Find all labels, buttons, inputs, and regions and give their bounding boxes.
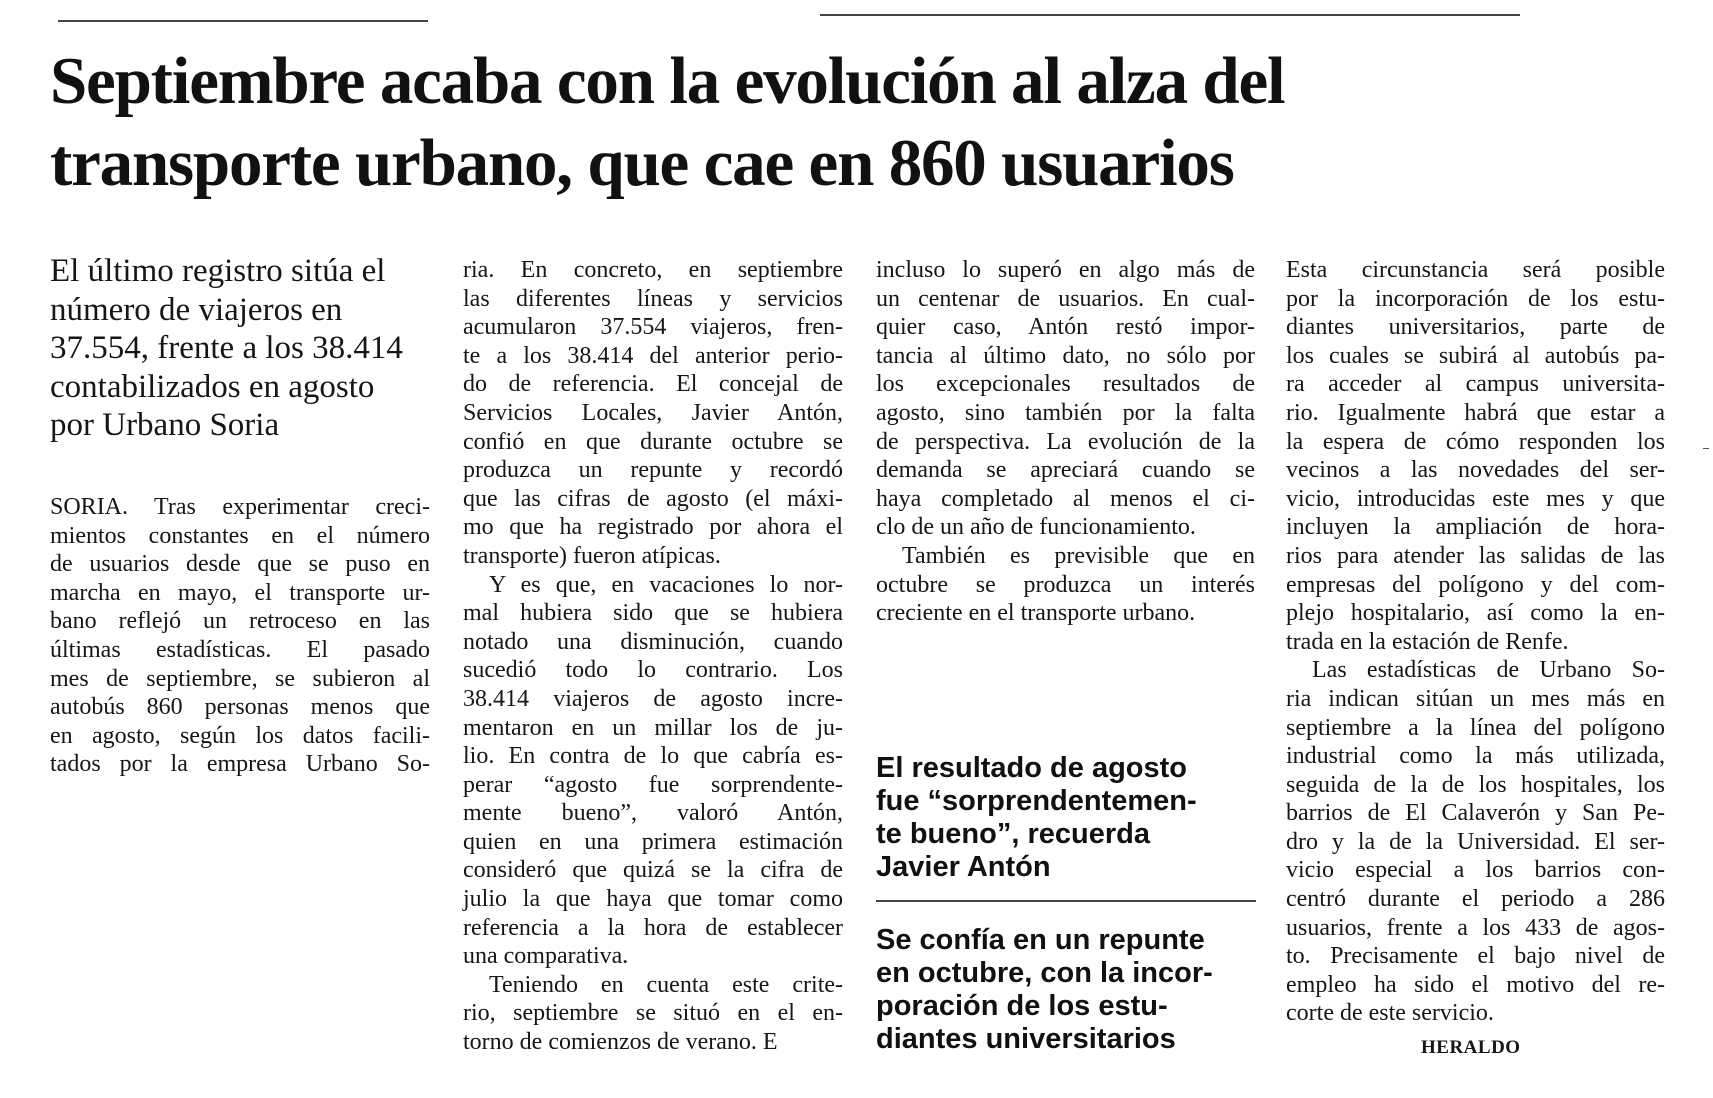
body-text-line: usuarios, frente a los 433 de agos- xyxy=(1286,914,1665,941)
pull-quote-line: te bueno”, recuerda xyxy=(876,818,1150,850)
body-text-line: rios para atender las salidas de las xyxy=(1286,542,1665,569)
body-text-line: clo de un año de funcionamiento. xyxy=(876,514,1196,541)
body-text-line: la espera de cómo responden los xyxy=(1286,428,1665,455)
body-text-line: incluyen la ampliación de hora- xyxy=(1286,514,1665,541)
body-text-line: produzca un repunte y recordó xyxy=(463,457,843,484)
body-text-line: por la incorporación de los estu- xyxy=(1286,285,1665,312)
body-text-line: mo que ha registrado por ahora el xyxy=(463,514,843,541)
pull-quote-line: en octubre, con la incor- xyxy=(876,957,1213,989)
body-text-line: un centenar de usuarios. En cual- xyxy=(876,285,1255,312)
body-text-line: mal hubiera sido que se hubiera xyxy=(463,600,843,627)
body-text-line: ra acceder al campus universita- xyxy=(1286,371,1665,398)
pull-quote-2 xyxy=(876,924,1260,1056)
body-text-line: vecinos a las novedades del ser- xyxy=(1286,457,1665,484)
body-text-line: acumularon 37.554 viajeros, fren- xyxy=(463,314,843,341)
body-text-line: octubre se produzca un interés xyxy=(876,571,1255,598)
body-text-line: bano reflejó un retroceso en las xyxy=(50,608,430,635)
body-text-line: consideró que quizá se la cifra de xyxy=(463,857,843,884)
body-column-3 xyxy=(876,256,1255,628)
body-text-line: barrios de El Calaverón y San Pe- xyxy=(1286,800,1665,827)
top-rule-right xyxy=(820,14,1520,16)
body-text-line: te a los 38.414 del anterior perio- xyxy=(463,342,843,369)
body-text-line: seguida de la de los hospitales, los xyxy=(1286,771,1665,798)
body-text-line: vicio especial a los barrios con- xyxy=(1286,857,1665,884)
body-text-line: demanda se apreciará cuando se xyxy=(876,457,1255,484)
byline-signature: HERALDO xyxy=(1421,1037,1521,1058)
subheadline-line: número de viajeros en xyxy=(50,291,343,328)
body-text-line: rio, septiembre se situó en el en- xyxy=(463,1000,843,1027)
body-text-line: rio. Igualmente habrá que estar a xyxy=(1286,399,1665,426)
body-text-line: autobús 860 personas menos que xyxy=(50,694,430,721)
body-text-line: empleo ha sido el motivo del re- xyxy=(1286,971,1665,998)
body-text-line: una comparativa. xyxy=(463,943,629,970)
body-text-line: de perspectiva. La evolución de la xyxy=(876,428,1255,455)
pull-quote-line: diantes universitarios xyxy=(876,1023,1176,1055)
body-text-line: tancia al último dato, no sólo por xyxy=(876,342,1255,369)
body-text-line: Servicios Locales, Javier Antón, xyxy=(463,399,843,426)
body-text-line: do de referencia. El concejal de xyxy=(463,371,843,398)
body-text-line: mente bueno”, valoró Antón, xyxy=(463,800,843,827)
body-text-line: vicio, introducidas este mes y que xyxy=(1286,485,1665,512)
headline xyxy=(50,40,1510,204)
body-text-line: to. Precisamente el bajo nivel de xyxy=(1286,943,1665,970)
body-text-line: en agosto, según los datos facili- xyxy=(50,722,430,749)
body-text-line: perar “agosto fue sorprendente- xyxy=(463,771,843,798)
body-text-line: Y es que, en vacaciones lo nor- xyxy=(489,571,843,598)
body-text-line: los excepcionales resultados de xyxy=(876,371,1255,398)
subheadline xyxy=(50,252,440,445)
body-text-line: transporte) fueron atípicas. xyxy=(463,542,721,569)
body-text-line: dro y la de la Universidad. El ser- xyxy=(1286,828,1665,855)
body-text-line: Esta circunstancia será posible xyxy=(1286,257,1665,283)
body-text-line: notado una disminución, cuando xyxy=(463,628,843,655)
body-text-line: empresas del polígono y del com- xyxy=(1286,571,1665,598)
body-text-line: corte de este servicio. xyxy=(1286,1000,1494,1027)
body-text-line: mientos constantes en el número xyxy=(50,522,430,549)
margin-mark xyxy=(1703,448,1709,449)
body-text-line: diantes universitarios, parte de xyxy=(1286,314,1665,341)
body-text-line: Teniendo en cuenta este crite- xyxy=(489,971,843,998)
headline-line: transporte urbano, que cae en 860 usuarios xyxy=(50,126,1234,200)
subheadline-line: por Urbano Soria xyxy=(50,407,280,443)
body-text-line: referencia a la hora de establecer xyxy=(463,914,843,941)
body-text-line: industrial como la más utilizada, xyxy=(1286,743,1665,770)
pull-quote-line: El resultado de agosto xyxy=(876,752,1187,784)
pull-quote-divider xyxy=(876,900,1256,902)
body-text-line: marcha en mayo, el transporte ur- xyxy=(50,579,430,606)
subheadline-line: El último registro sitúa el xyxy=(50,253,386,289)
body-text-line: mes de septiembre, se subieron al xyxy=(50,665,430,692)
body-text-line: que las cifras de agosto (el máxi- xyxy=(463,485,843,512)
body-text-line: los cuales se subirá al autobús pa- xyxy=(1286,342,1665,369)
body-text-line: confió en que durante octubre se xyxy=(463,428,843,455)
body-text-line: mentaron en un millar los de ju- xyxy=(463,714,843,741)
body-text-line: creciente en el transporte urbano. xyxy=(876,600,1196,627)
body-text-line: septiembre a la línea del polígono xyxy=(1286,714,1665,741)
body-column-1 xyxy=(50,493,430,779)
pull-quote-line: Javier Antón xyxy=(876,851,1051,883)
body-text-line: las diferentes líneas y servicios xyxy=(463,285,843,312)
body-text-line: 38.414 viajeros de agosto incre- xyxy=(463,685,843,712)
pull-quote-1 xyxy=(876,752,1260,884)
body-text-line: haya completado al menos el ci- xyxy=(876,485,1255,512)
body-text-line: SORIA. Tras experimentar creci- xyxy=(50,494,430,520)
body-text-line: ria. En concreto, en septiembre xyxy=(463,257,843,283)
body-column-2 xyxy=(463,256,843,1057)
subheadline-line: contabilizados en agosto xyxy=(50,368,375,405)
pull-quote-line: poración de los estu- xyxy=(876,990,1168,1022)
body-text-line: ria indican sitúan un mes más en xyxy=(1286,685,1665,712)
headline-line: Septiembre acaba con la evolución al alza del xyxy=(50,44,1285,118)
body-text-line: últimas estadísticas. El pasado xyxy=(50,636,430,663)
body-text-line: trada en la estación de Renfe. xyxy=(1286,628,1569,655)
body-text-line: quien en una primera estimación xyxy=(463,828,843,855)
body-text-line: incluso lo superó en algo más de xyxy=(876,257,1255,283)
body-text-line: de usuarios desde que se puso en xyxy=(50,551,430,578)
body-text-line: plejo hospitalario, así como la en- xyxy=(1286,600,1665,627)
pull-quote-line: Se confía en un repunte xyxy=(876,924,1205,956)
body-text-line: centró durante el periodo a 286 xyxy=(1286,886,1665,913)
body-text-line: También es previsible que en xyxy=(902,542,1255,569)
body-column-4 xyxy=(1286,256,1665,1028)
body-text-line: quier caso, Antón restó impor- xyxy=(876,314,1255,341)
body-text-line: sucedió todo lo contrario. Los xyxy=(463,657,843,684)
body-text-line: torno de comienzos de verano. E xyxy=(463,1029,778,1056)
body-text-line: Las estadísticas de Urbano So- xyxy=(1312,657,1665,684)
body-text-line: julio la que haya que tomar como xyxy=(463,886,843,913)
body-text-line: tados por la empresa Urbano So- xyxy=(50,751,430,778)
subheadline-line: 37.554, frente a los 38.414 xyxy=(50,330,403,366)
body-text-line: lio. En contra de lo que cabría es- xyxy=(463,743,843,770)
body-text-line: agosto, sino también por la falta xyxy=(876,399,1255,426)
pull-quote-line: fue “sorprendentemen- xyxy=(876,785,1197,817)
top-rule-left xyxy=(58,20,428,22)
